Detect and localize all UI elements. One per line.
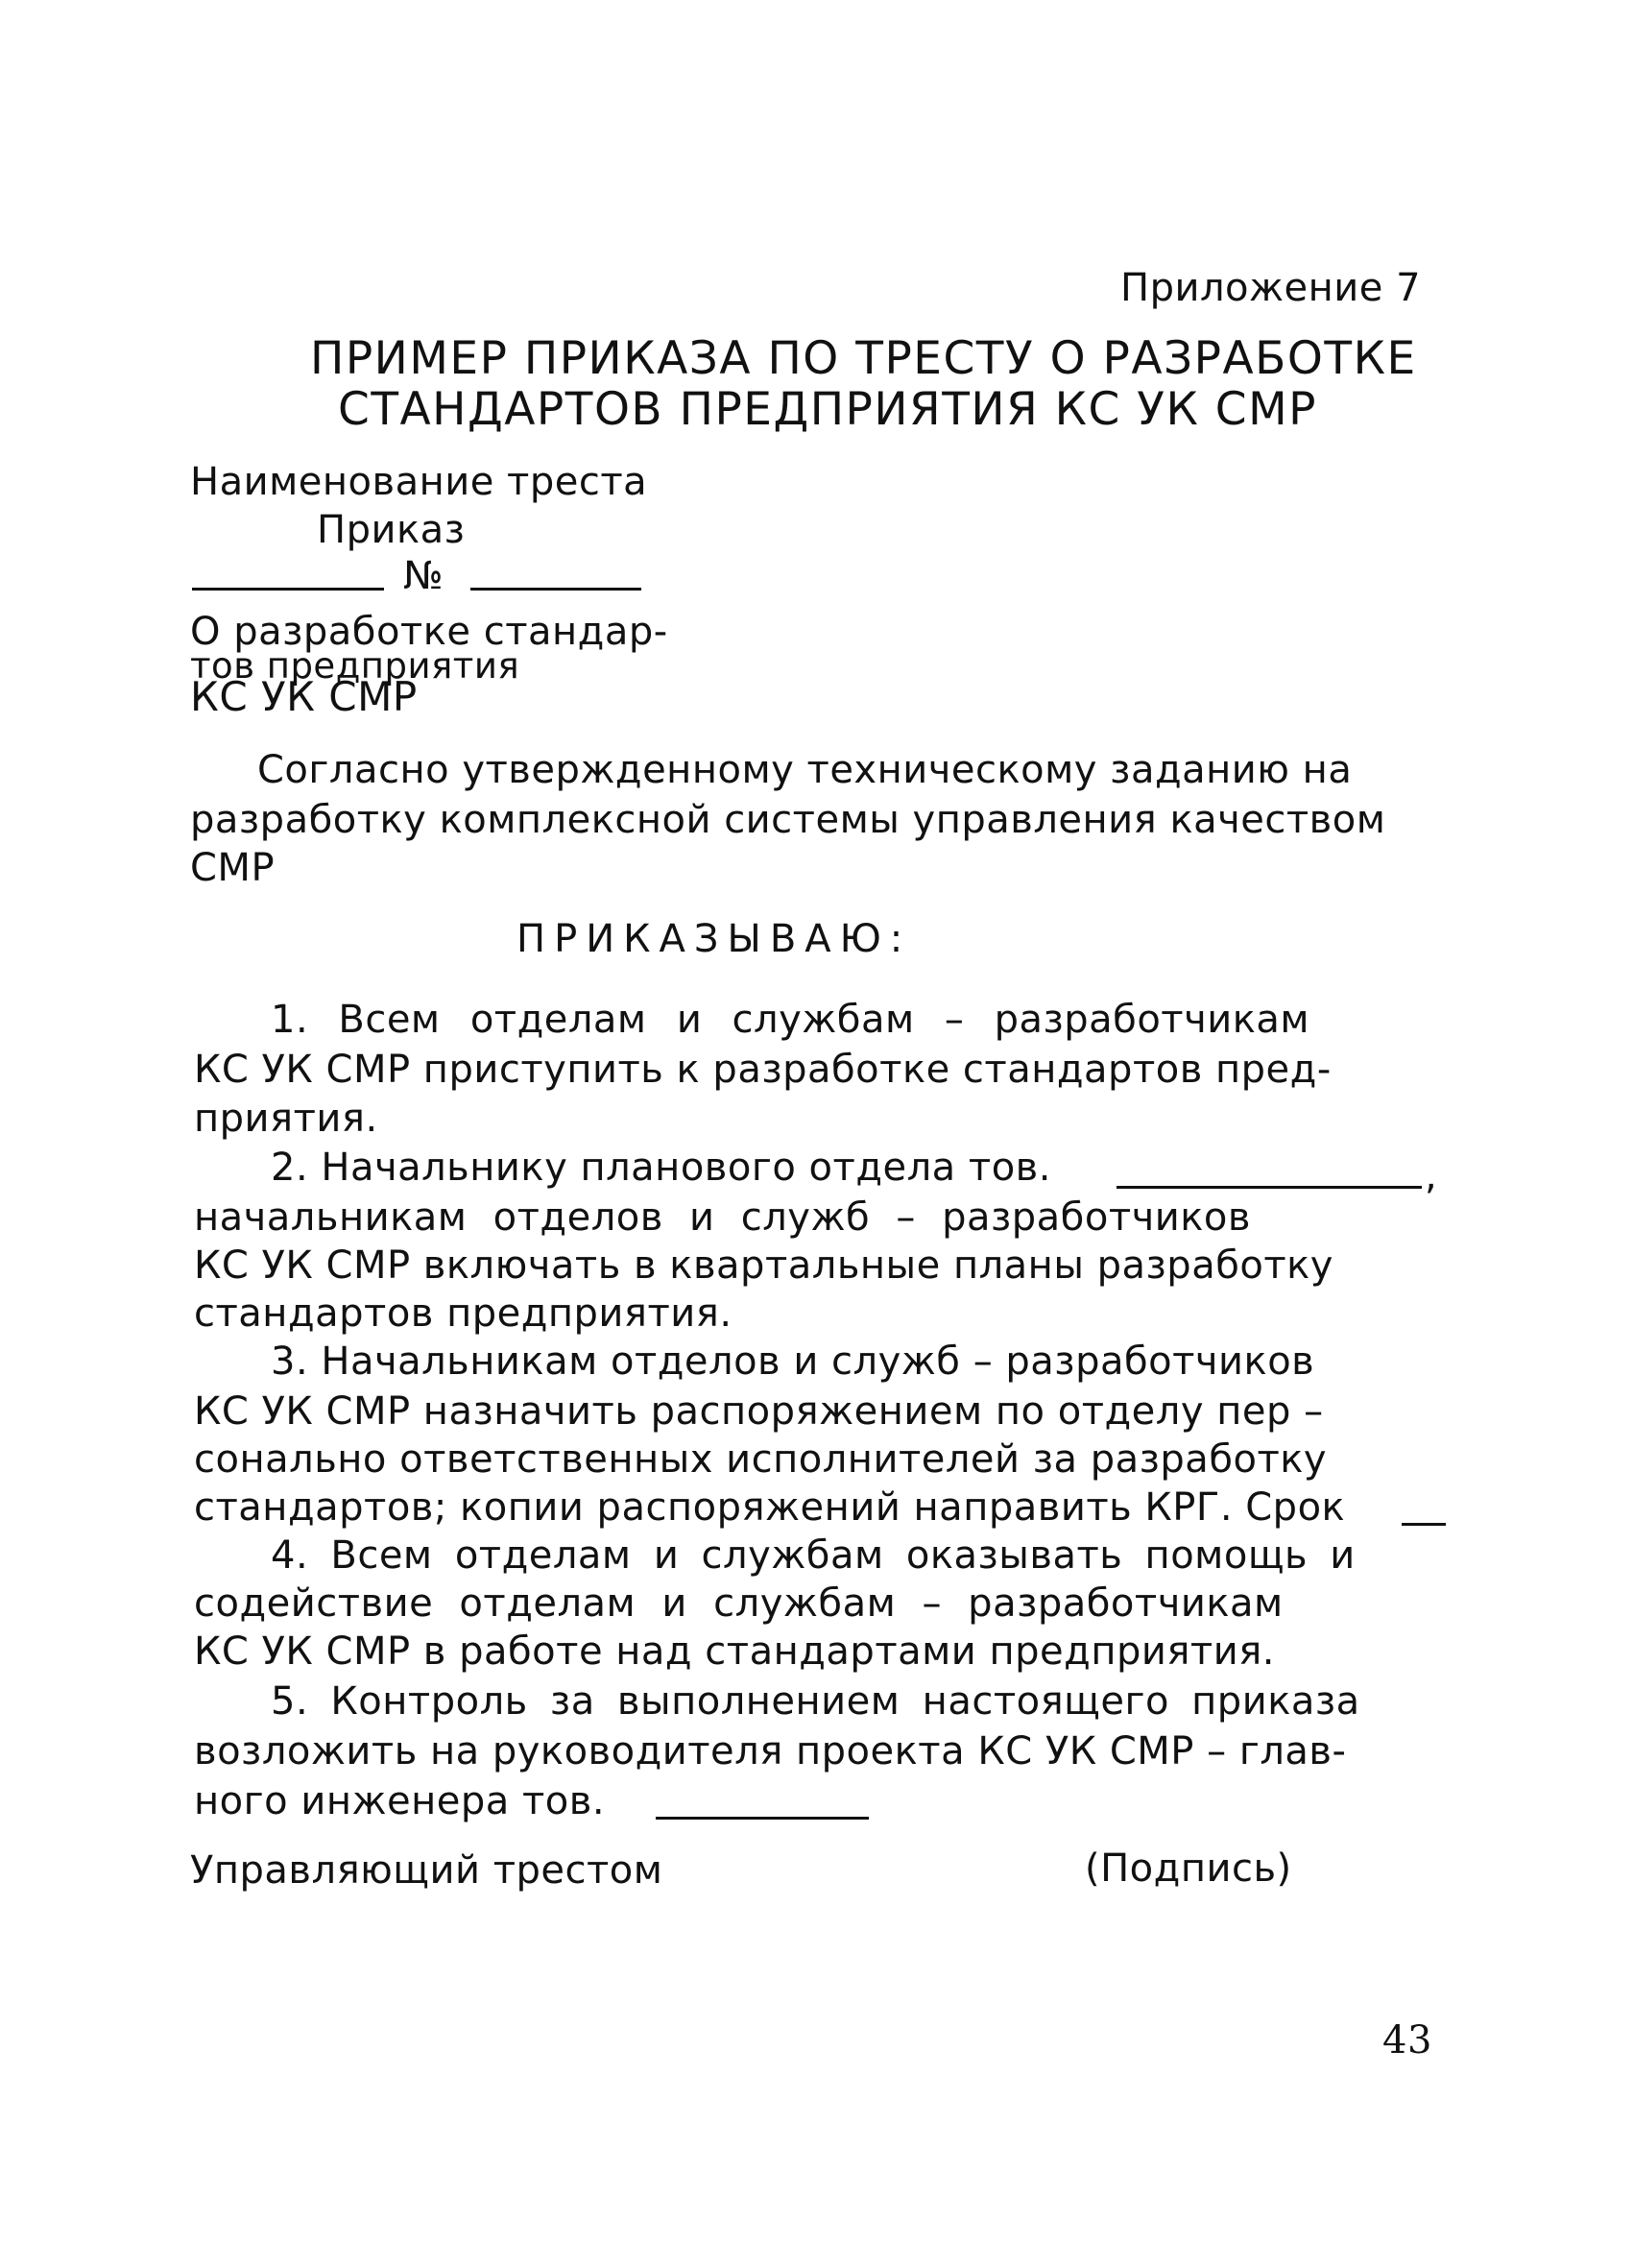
item-1-line-1: 1. Всем отделам и службам – разработчикам bbox=[271, 998, 1310, 1042]
planning-head-name-blank bbox=[1117, 1186, 1422, 1189]
item-5-line-3: ного инженера тов. bbox=[194, 1779, 606, 1823]
signatory-position: Управляющий трестом bbox=[190, 1848, 663, 1893]
subject-line-2: тов предприятия bbox=[190, 645, 520, 687]
item-3-line-4: стандартов; копии распоряжений направить КРГ. Срок bbox=[194, 1485, 1346, 1530]
trust-name-label: Наименование треста bbox=[190, 460, 648, 504]
document-title-line-2: СТАНДАРТОВ ПРЕДПРИЯТИЯ КС УК СМР bbox=[338, 383, 1317, 436]
item-2-line-2: начальникам отделов и служб – разработчиков bbox=[194, 1195, 1251, 1240]
chief-engineer-name-blank bbox=[656, 1817, 869, 1820]
item-3-line-2: КС УК СМР назначить распоряжением по отделу пер – bbox=[194, 1389, 1324, 1434]
preamble-line-1: Согласно утвержденному техническому заданию на bbox=[257, 748, 1353, 792]
order-word: ПРИКАЗЫВАЮ: bbox=[516, 917, 912, 961]
item-2-line-3: КС УК СМР включать в квартальные планы разработку bbox=[194, 1243, 1333, 1288]
item-3-line-3: сонально ответственных исполнителей за разработку bbox=[194, 1437, 1328, 1482]
item-1-line-3: приятия. bbox=[194, 1097, 378, 1141]
date-blank bbox=[192, 588, 384, 591]
item-4-line-1: 4. Всем отделам и службам оказывать помощь и bbox=[271, 1533, 1356, 1578]
appendix-label: Приложение 7 bbox=[1120, 266, 1422, 310]
item-5-line-2: возложить на руководителя проекта КС УК СМР – глав- bbox=[194, 1729, 1347, 1773]
item-2-line-4: стандартов предприятия. bbox=[194, 1291, 732, 1336]
document-title-line-1: ПРИМЕР ПРИКАЗА ПО ТРЕСТУ О РАЗРАБОТКЕ bbox=[310, 332, 1417, 385]
number-sign: № bbox=[403, 554, 444, 598]
item-4-line-2: содействие отделам и службам – разработчикам bbox=[194, 1581, 1284, 1626]
order-label: Приказ bbox=[317, 508, 466, 552]
signature-placeholder: (Подпись) bbox=[1085, 1846, 1292, 1891]
item-5-line-1: 5. Контроль за выполнением настоящего приказа bbox=[271, 1679, 1360, 1724]
item-3-line-1: 3. Начальникам отделов и служб – разработчиков bbox=[271, 1339, 1315, 1384]
item-1-line-2: КС УК СМР приступить к разработке стандартов пред- bbox=[194, 1048, 1332, 1092]
preamble-line-3: СМР bbox=[190, 846, 276, 890]
deadline-blank bbox=[1402, 1523, 1446, 1526]
order-number-blank bbox=[470, 588, 641, 591]
subject-line-3: КС УК СМР bbox=[190, 673, 418, 720]
item-4-line-3: КС УК СМР в работе над стандартами предприятия. bbox=[194, 1629, 1275, 1674]
subject-line-1: О разработке стандар- bbox=[190, 610, 668, 654]
item-2-line-1: 2. Начальнику планового отдела тов. bbox=[271, 1146, 1051, 1190]
item-2-comma: , bbox=[1425, 1154, 1438, 1198]
page-number: 43 bbox=[1382, 2018, 1432, 2063]
preamble-line-2: разработку комплексной системы управления качеством bbox=[190, 798, 1386, 842]
